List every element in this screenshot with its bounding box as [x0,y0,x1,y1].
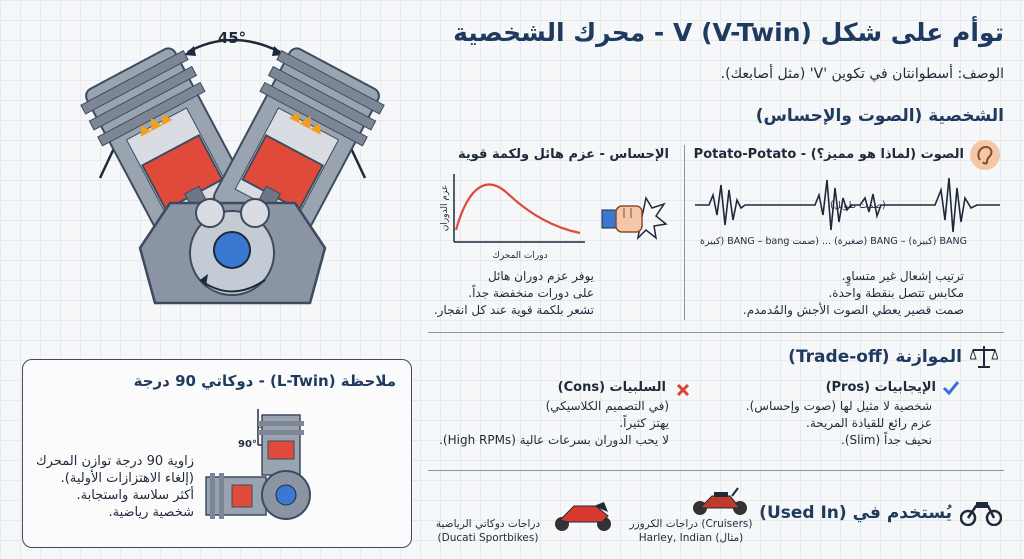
section-divider [428,332,1004,333]
cruiser-line: دراجات الكروزر (Cruisers) [629,518,753,530]
note-line: أكثر سلاسة واستجابة. [76,488,194,503]
torque-chart [440,170,590,265]
scale-icon [968,342,1000,372]
pros-heading: الإيجابيات (Pros) [825,380,936,395]
sportbike-label [418,517,558,545]
cons-heading: السلبيات (Cons) [557,380,666,395]
column-divider [684,145,685,320]
l-twin-angle-label: 90° [238,439,257,450]
feel-explanation [434,268,594,319]
sound-explanation [743,268,964,319]
note-explanation [36,453,194,521]
note-line: شخصية رياضية. [108,505,194,520]
sound-line: مكابس تتصل بنقطة واحدة. [828,286,964,300]
motorcycle-icon [960,496,1002,526]
cruiser-line: Harley, Indian (مثال) [638,532,744,544]
vtwin-engine-illustration [60,18,405,328]
description: الوصف: أسطوانتان في تكوين 'V' (مثل أصابعك). [720,66,1004,82]
angle-label: 45° [217,29,247,47]
note-line: زاوية 90 درجة توازن المحرك [35,454,194,469]
section-divider [428,470,1004,471]
punch-fist-icon [598,190,668,245]
feel-line: على دورات منخفضة جداً. [468,286,594,300]
note-line: (إلغاء الاهتزازات الأولية). [60,471,194,486]
sportbike-line: دراجات دوكاتي الرياضية [435,518,541,530]
page-title: توأم على شكل V (V-Twin) - محرك الشخصية [453,18,1004,47]
firing-pattern: BANG (كبيرة) – BANG (صغيرة) ... (صمت BANG – bang (كبيرة [700,236,967,247]
feel-line: يوفر عزم دوران هائل [487,269,594,283]
check-icon [942,380,960,396]
sportbike-line: (Ducati Sportbikes) [437,532,539,544]
cons-item: لا يحب الدوران بسرعات عالية (High RPMs). [439,433,669,447]
cons-item: (في التصميم الكلاسيكي) [545,399,669,413]
cons-item: يهتز كثيراً. [619,416,669,430]
used-in-heading: يُستخدم في (Used In) [759,503,952,523]
personality-heading: الشخصية (الصوت والإحساس) [755,106,1004,126]
sound-line: صمت قصير يعطي الصوت الأجش والمُدمدم. [742,303,964,317]
l-twin-engine-illustration [200,405,340,530]
pros-item: شخصية لا مثيل لها (صوت وإحساس). [745,399,932,413]
pros-item: نحيف جداً (Slim). [841,433,932,447]
rpm-axis-label: دورات المحرك [492,251,548,261]
sportbike-icon [552,498,614,532]
feel-heading: الإحساس - عزم هائل ولكمة قوية [457,147,669,162]
cruiser-label [626,517,756,545]
silence-label: (صمت طويل) [830,200,886,211]
cruiser-motorcycle-icon [690,484,750,516]
ear-icon [970,140,1000,170]
tradeoff-heading: الموازنة (Trade-off) [788,347,962,367]
x-icon [676,382,690,396]
note-heading: ملاحظة (L-Twin) - دوكاتي 90 درجة [133,372,396,390]
torque-axis-label: عزم الدوران [440,184,450,232]
pros-list [746,398,932,449]
feel-line: تشعر بلكمة قوية عند كل انفجار. [433,303,594,317]
sound-heading: الصوت (لماذا هو مميز؟) - Potato-Potato [693,147,964,162]
sound-line: ترتيب إشعال غير متساوٍ. [841,269,964,283]
cons-list [439,398,669,449]
pros-item: عزم رائع للقيادة المريحة. [806,416,932,430]
